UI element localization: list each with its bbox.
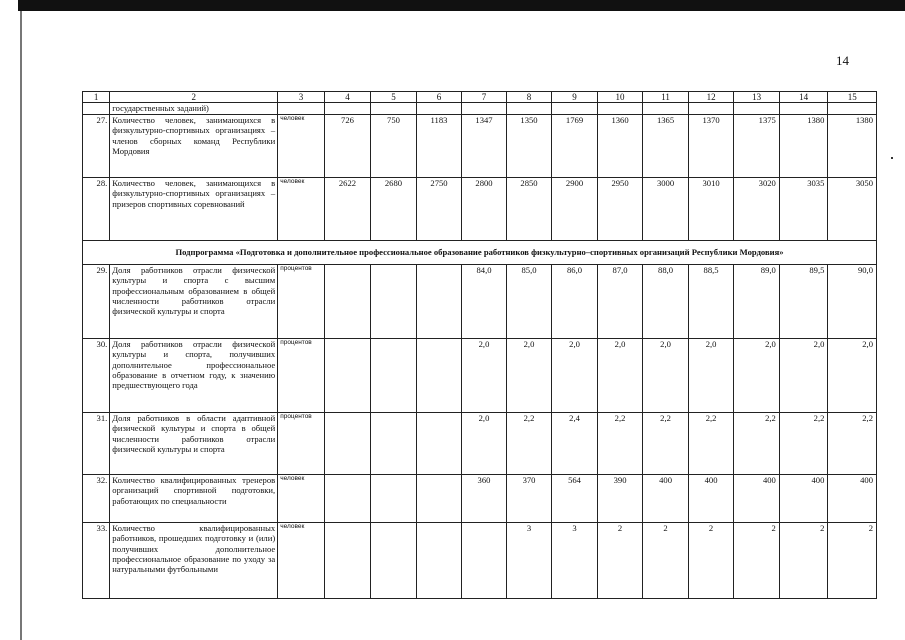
- header-cell: 13: [734, 92, 780, 103]
- value-cell: 564: [552, 475, 598, 523]
- table-header-row: [83, 92, 877, 103]
- value-cell: [324, 413, 371, 475]
- value-cell: [371, 475, 417, 523]
- unit-cell: человек: [278, 115, 325, 178]
- value-cell: [371, 523, 417, 599]
- indicator-name: Количество квалифицированных работников, прошедших подготовку и (или) получивших дополнительное профессиональное образование по уходу за натуральными футбольными: [110, 523, 278, 599]
- value-cell: 2,2: [643, 413, 689, 475]
- value-cell: 3: [506, 523, 552, 599]
- unit-cell: человек: [278, 178, 325, 241]
- page-number: 14: [836, 53, 849, 68]
- value-cell: [462, 523, 507, 599]
- value-cell: 87,0: [597, 265, 643, 339]
- value-cell: 2,0: [506, 339, 552, 413]
- header-cell: 5: [371, 92, 417, 103]
- value-cell: 2,0: [643, 339, 689, 413]
- header-cell: 15: [828, 92, 877, 103]
- value-cell: 400: [688, 475, 734, 523]
- value-cell: 750: [371, 115, 417, 178]
- value-cell: [416, 523, 462, 599]
- indicator-name: Доля работников отрасли физической культуры и спорта с высшим профессиональным образованием в общей численности работников отрасли физической культуры и спорта: [110, 265, 278, 339]
- indicators-table: [82, 91, 877, 599]
- value-cell: 2,2: [506, 413, 552, 475]
- value-cell: [371, 265, 417, 339]
- value-cell: 1769: [552, 115, 598, 178]
- value-cell: 2680: [371, 178, 417, 241]
- row-number: 32.: [83, 475, 110, 523]
- value-cell: 2750: [416, 178, 462, 241]
- value-cell: [324, 523, 371, 599]
- value-cell: 1365: [643, 115, 689, 178]
- row-number: 31.: [83, 413, 110, 475]
- header-cell: 2: [110, 92, 278, 103]
- value-cell: 3000: [643, 178, 689, 241]
- value-cell: 2,0: [462, 339, 507, 413]
- value-cell: [324, 265, 371, 339]
- value-cell: 2,2: [779, 413, 828, 475]
- header-cell: 10: [597, 92, 643, 103]
- indicator-name: Количество человек, занимающихся в физкультурно-спортивных организациях – членов сборных команд Республики Мордовия: [110, 115, 278, 178]
- value-cell: 88,5: [688, 265, 734, 339]
- continuation-text: государственных заданий): [110, 103, 278, 115]
- value-cell: 1347: [462, 115, 507, 178]
- scan-speck: [891, 157, 893, 159]
- value-cell: 85,0: [506, 265, 552, 339]
- value-cell: 726: [324, 115, 371, 178]
- indicator-name: Количество человек, занимающихся в физкультурно-спортивных организациях – призеров спортивных соревнований: [110, 178, 278, 241]
- value-cell: 2: [643, 523, 689, 599]
- value-cell: 2,0: [597, 339, 643, 413]
- value-cell: 2: [828, 523, 877, 599]
- value-cell: 2850: [506, 178, 552, 241]
- value-cell: 2950: [597, 178, 643, 241]
- value-cell: 3010: [688, 178, 734, 241]
- value-cell: 370: [506, 475, 552, 523]
- value-cell: [416, 475, 462, 523]
- value-cell: 3035: [779, 178, 828, 241]
- subprogram-row: [83, 241, 877, 265]
- scan-top-border: [18, 0, 905, 11]
- value-cell: 2800: [462, 178, 507, 241]
- header-cell: 12: [688, 92, 734, 103]
- value-cell: 1183: [416, 115, 462, 178]
- value-cell: 2,2: [597, 413, 643, 475]
- value-cell: 89,5: [779, 265, 828, 339]
- value-cell: 1370: [688, 115, 734, 178]
- row-number: 29.: [83, 265, 110, 339]
- subprogram-heading: Подпрограмма «Подготовка и дополнительное профессиональное образование работников физкультурно–спортивных организаций Республики Мордовия»: [83, 241, 877, 265]
- value-cell: 2,2: [688, 413, 734, 475]
- unit-cell: процентов: [278, 413, 325, 475]
- unit-cell: человек: [278, 523, 325, 599]
- value-cell: 400: [734, 475, 780, 523]
- header-cell: 4: [324, 92, 371, 103]
- table-row: [83, 523, 877, 599]
- value-cell: 2: [734, 523, 780, 599]
- header-cell: 7: [462, 92, 507, 103]
- value-cell: [416, 339, 462, 413]
- value-cell: 400: [779, 475, 828, 523]
- value-cell: 2,0: [462, 413, 507, 475]
- value-cell: 2: [688, 523, 734, 599]
- header-cell: 14: [779, 92, 828, 103]
- row-number: 28.: [83, 178, 110, 241]
- value-cell: 3050: [828, 178, 877, 241]
- indicator-name: Количество квалифицированных тренеров организаций спортивной подготовки, работающих по специальности: [110, 475, 278, 523]
- value-cell: [371, 339, 417, 413]
- value-cell: 2,2: [734, 413, 780, 475]
- value-cell: 400: [828, 475, 877, 523]
- value-cell: 2,0: [688, 339, 734, 413]
- value-cell: 2,0: [552, 339, 598, 413]
- value-cell: 1360: [597, 115, 643, 178]
- value-cell: 84,0: [462, 265, 507, 339]
- header-cell: 3: [278, 92, 325, 103]
- value-cell: 360: [462, 475, 507, 523]
- value-cell: 2,0: [828, 339, 877, 413]
- value-cell: 86,0: [552, 265, 598, 339]
- value-cell: 1380: [828, 115, 877, 178]
- value-cell: [371, 413, 417, 475]
- continuation-row: [83, 103, 877, 115]
- value-cell: 2,0: [779, 339, 828, 413]
- value-cell: 88,0: [643, 265, 689, 339]
- value-cell: [416, 413, 462, 475]
- value-cell: 390: [597, 475, 643, 523]
- value-cell: [324, 339, 371, 413]
- value-cell: 90,0: [828, 265, 877, 339]
- indicator-name: Доля работников отрасли физической культуры и спорта, получивших дополнительное профессиональное образование в отчетном году, к значению предшествующего года: [110, 339, 278, 413]
- value-cell: 2,2: [828, 413, 877, 475]
- value-cell: 1350: [506, 115, 552, 178]
- value-cell: [324, 475, 371, 523]
- value-cell: 2,0: [734, 339, 780, 413]
- table-row: [83, 178, 877, 241]
- header-cell: 8: [506, 92, 552, 103]
- value-cell: 1375: [734, 115, 780, 178]
- table-row: [83, 475, 877, 523]
- table-row: [83, 413, 877, 475]
- value-cell: [416, 265, 462, 339]
- unit-cell: процентов: [278, 339, 325, 413]
- table-row: [83, 339, 877, 413]
- scan-left-edge: [20, 11, 22, 640]
- value-cell: 1380: [779, 115, 828, 178]
- value-cell: 2,4: [552, 413, 598, 475]
- header-cell: 6: [416, 92, 462, 103]
- value-cell: 2622: [324, 178, 371, 241]
- row-number: 33.: [83, 523, 110, 599]
- header-cell: 11: [643, 92, 689, 103]
- value-cell: 2900: [552, 178, 598, 241]
- value-cell: 3020: [734, 178, 780, 241]
- value-cell: 3: [552, 523, 598, 599]
- header-cell: 9: [552, 92, 598, 103]
- table-row: [83, 115, 877, 178]
- value-cell: 89,0: [734, 265, 780, 339]
- value-cell: 400: [643, 475, 689, 523]
- unit-cell: человек: [278, 475, 325, 523]
- row-number: 27.: [83, 115, 110, 178]
- unit-cell: процентов: [278, 265, 325, 339]
- value-cell: 2: [597, 523, 643, 599]
- header-cell: 1: [83, 92, 110, 103]
- table-row: [83, 265, 877, 339]
- value-cell: 2: [779, 523, 828, 599]
- indicator-name: Доля работников в области адаптивной физической культуры и спорта в общей численности работников отрасли физической культуры и спорта: [110, 413, 278, 475]
- row-number: 30.: [83, 339, 110, 413]
